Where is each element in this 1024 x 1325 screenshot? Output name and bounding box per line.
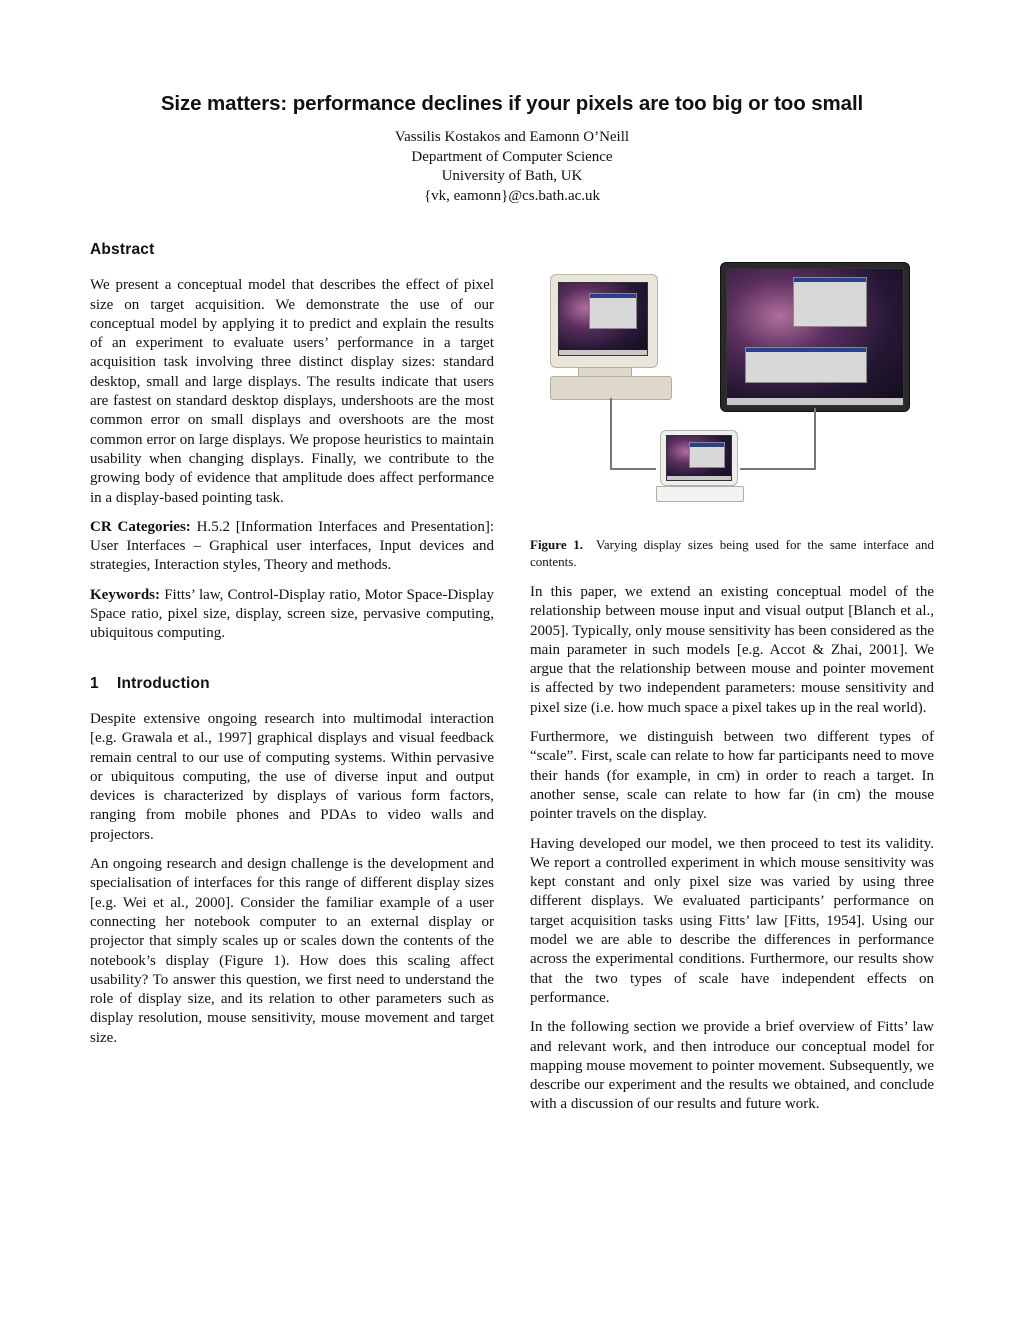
cable [740, 468, 814, 470]
author-email: {vk, eamonn}@cs.bath.ac.uk [423, 187, 601, 204]
author-block [0, 128, 1024, 206]
abstract-heading: Abstract [90, 241, 155, 258]
desktop-monitor [550, 274, 680, 409]
figure-caption-text: Varying display sizes being used for the same interface and contents. [530, 537, 934, 569]
author-department: Department of Computer Science [411, 148, 613, 165]
introduction-heading [90, 674, 494, 693]
body-paragraph-3: Having developed our model, we then proceed to test its validity. We report a controlled experiment in which mouse sensitivity was kept constant and only pixel size was varied by using three different displays. We evaluated participants’ performance on target acquisition tasks using Fitts’ law [Fitts, 1954]. Using our model we are able to describe the differences in performance across the experimental conditions. Furthermore, our results show that the two types of scale have independent effects on performance. [530, 835, 934, 1006]
figure-1-illustration [530, 240, 934, 516]
author-names: Vassilis Kostakos and Eamonn O’Neill [394, 129, 630, 145]
keywords [90, 586, 494, 644]
section-title: Introduction [117, 674, 210, 692]
intro-paragraph-2: An ongoing research and design challenge is the development and specialisation of interfaces for this range of different display sizes [e.g. Wei et al., 2000]. Consider the familiar example of a user connecting her notebook computer to an external display or projector that simply scales up or scales down the contents of the notebook’s display (Figure 1). How does this scaling affect usability? To answer this question, we first need to understand the role of display size, and its relation to other parameters such as display resolution, mouse sensitivity, mouse movement and target size. [90, 856, 494, 1046]
cr-categories-text: H.5.2 [Information Interfaces and Presentation]: User Interfaces – Graphical user interfaces, Input devices and strategies, Interaction styles, Theory and methods. [90, 518, 494, 574]
right-column [530, 240, 934, 1125]
keywords-label: Keywords: [90, 586, 160, 603]
figure-1-caption [530, 536, 934, 570]
paper-title: Size matters: performance declines if your pixels are too big or too small [160, 92, 864, 115]
cable [610, 398, 612, 468]
author-university: University of Bath, UK [441, 168, 583, 184]
intro-paragraph-1: Despite extensive ongoing research into multimodal interaction [e.g. Grawala et al., 1997] graphical displays and visual feedback remain central to our use of computing systems. Within pervasive or ubiquitous computing, the use of diverse input and output devices is characterized by displays of various form factors, ranging from mobile phones and PDAs to video walls and projectors. [90, 710, 494, 843]
keywords-text: Fitts’ law, Control-Display ratio, Motor Space-Display Space ratio, pixel size, display, screen size, pervasive computing, ubiquitous computing. [90, 586, 495, 642]
left-column [90, 240, 494, 1058]
figure-label: Figure 1. [530, 537, 583, 552]
cable [610, 468, 656, 470]
body-paragraph-4: In the following section we provide a brief overview of Fitts’ law and relevant work, and then introduce our conceptual model for mapping mouse movement to pointer movement. Subsequently, we describe our experiment and the results we obtained, and conclude with a discussion of our results and future work. [530, 1019, 934, 1113]
notebook [656, 430, 746, 510]
cr-categories [90, 518, 494, 576]
abstract-text: We present a conceptual model that describes the effect of pixel size on target acquisition. We demonstrate the use of our conceptual model by applying it to predict and explain the results of an experiment to evaluate users’ performance in a target acquisition task involving three distinct display sizes: standard desktop, small and large displays. The results indicate that users are fastest on standard desktop displays, undershoots are the most common error on small displays and overshoots are the most common error on large displays. We propose heuristics to maintain usability when changing displays. Finally, we contribute to the growing body of evidence that amplitude does affect performance in a display-based pointing task. [90, 277, 494, 506]
body-paragraph-2: Furthermore, we distinguish between two different types of “scale”. First, scale can relate to how far participants need to move their hands (for example, in cm) in order to reach a target. In another sense, scale can relate to how far (in cm) the mouse pointer travels on the display. [530, 729, 934, 823]
body-paragraph-1: In this paper, we extend an existing conceptual model of the relationship between mouse input and visual output [Blanch et al., 2005]. Typically, only mouse sensitivity has been considered as the main parameter in such models [e.g. Accot & Zhai, 2001]. We argue that the relationship between mouse and pointer movement is affected by two independent parameters: mouse sensitivity and pixel size (i.e. how much space a pixel takes up in the real world). [530, 584, 934, 716]
large-display [720, 262, 910, 412]
section-number: 1 [90, 674, 99, 692]
cable [814, 408, 816, 470]
cr-categories-label: CR Categories: [90, 518, 191, 535]
